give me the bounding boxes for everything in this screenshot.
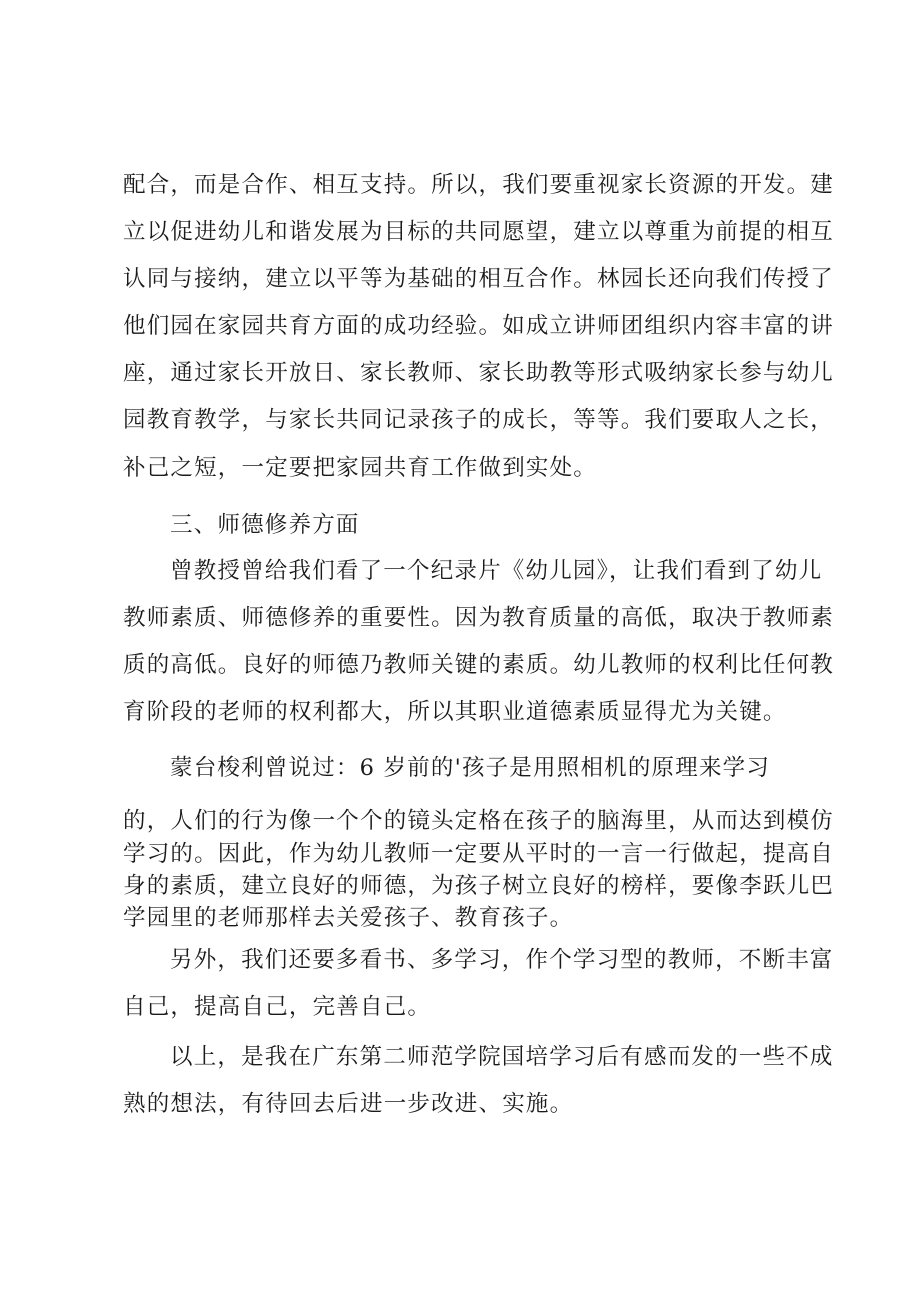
paragraph-line: 学园里的老师那样去关爱孩子、教育孩子。 [123, 905, 574, 931]
paragraph-line: 立以促进幼儿和谐发展为目标的共同愿望，建立以尊重为前提的相互 [123, 219, 835, 245]
paragraph-line: 曾教授曾给我们看了一个纪录片《幼儿园》，让我们看到了幼儿 [170, 558, 823, 584]
paragraph-line: 质的高低。良好的师德乃教师关键的素质。幼儿教师的权利比任何教 [123, 652, 835, 678]
paragraph-line: 育阶段的老师的权利都大，所以其职业道德素质显得尤为关键。 [123, 699, 787, 725]
paragraph-line: 座，通过家长开放日、家长教师、家长助教等形式吸纳家长参与幼儿 [123, 360, 835, 386]
section-heading: 三、师德修养方面 [170, 512, 360, 538]
paragraph-line: 配合，而是合作、相互支持。所以，我们要重视家长资源的开发。建 [123, 172, 835, 198]
paragraph-line: 园教育教学，与家长共同记录孩子的成长，等等。我们要取人之长， [123, 407, 835, 433]
paragraph-line: 他们园在家园共育方面的成功经验。如成立讲师团组织内容丰富的讲 [123, 313, 835, 339]
paragraph-line: 学习的。因此，作为幼儿教师一定要从平时的一言一行做起，提高自 [123, 841, 835, 867]
paragraph-line: 自己，提高自己，完善自己。 [123, 994, 432, 1020]
paragraph-line: 熟的想法，有待回去后进一步改进、实施。 [123, 1091, 574, 1117]
paragraph-line: 补己之短，一定要把家园共育工作做到实处。 [123, 455, 598, 481]
paragraph-line: 的，人们的行为像一个个的镜头定格在孩子的脑海里，从而达到模仿 [123, 808, 835, 834]
paragraph-line: 教师素质、师德修养的重要性。因为教育质量的高低，取决于教师素 [123, 605, 835, 631]
paragraph-line: 认同与接纳，建立以平等为基础的相互合作。林园长还向我们传授了 [123, 266, 835, 292]
paragraph-line: 另外，我们还要多看书、多学习，作个学习型的教师，不断丰富 [170, 947, 834, 973]
paragraph-line: 身的素质，建立良好的师德，为孩子树立良好的榜样，要像李跃儿巴 [123, 873, 835, 899]
paragraph-line: 以上，是我在广东第二师范学院国培学习后有感而发的一些不成 [170, 1044, 834, 1070]
paragraph-line: 蒙台梭利曾说过：6 岁前的'孩子是用照相机的原理来学习 [170, 755, 771, 781]
